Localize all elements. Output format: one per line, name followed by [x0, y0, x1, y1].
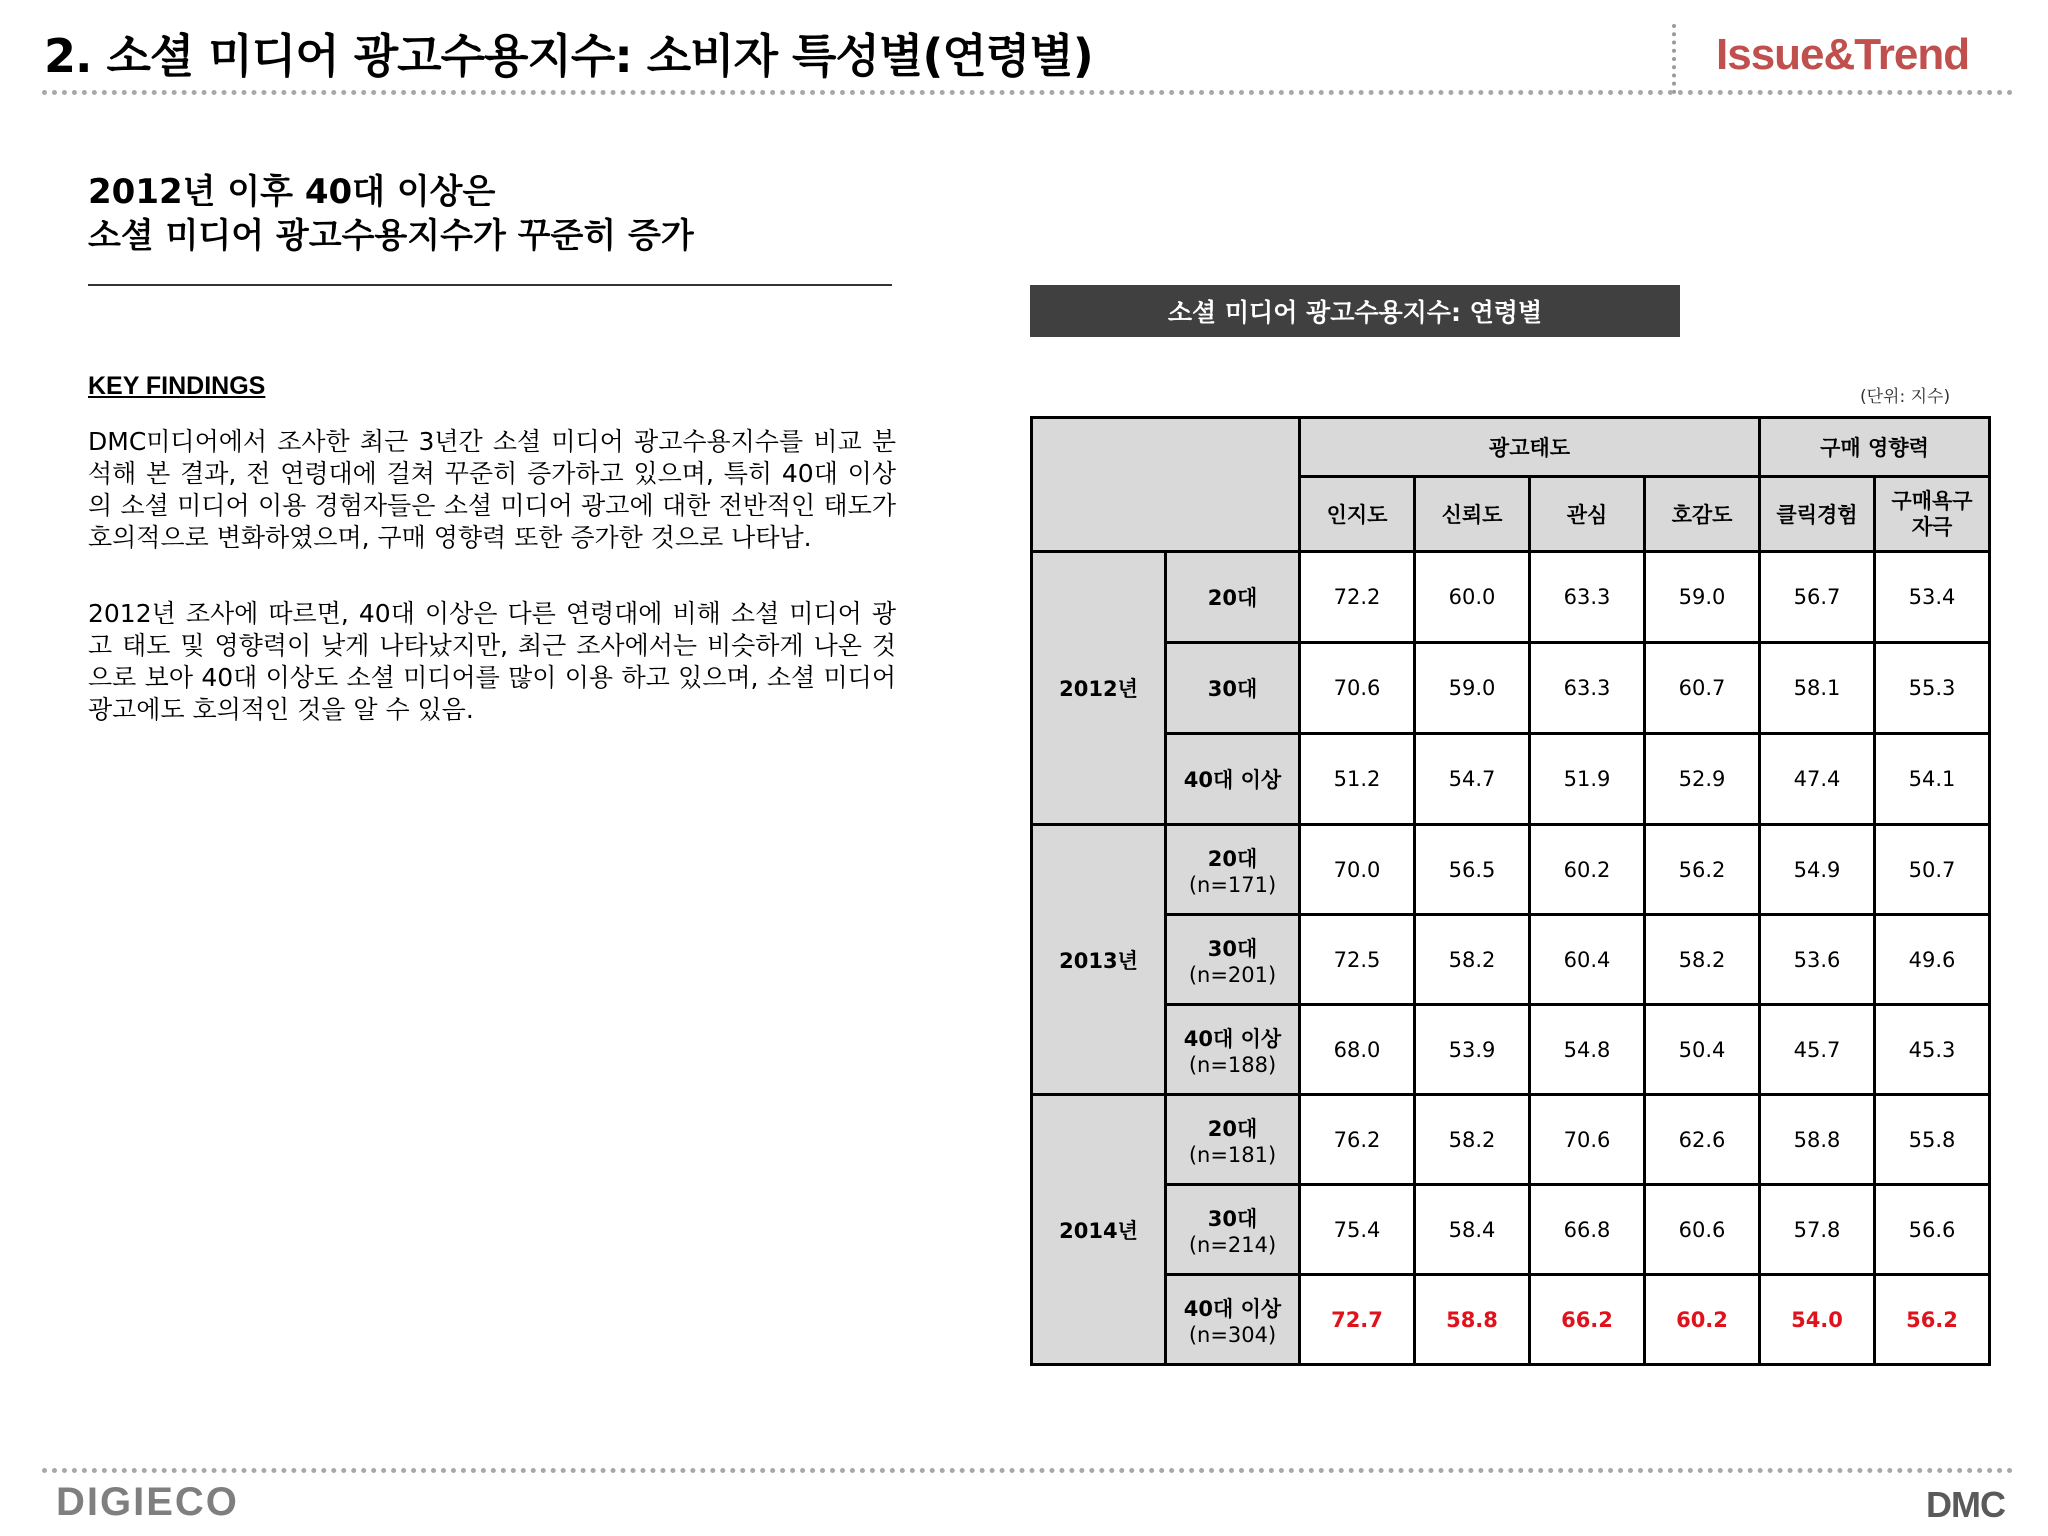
value-cell: 58.2 — [1415, 915, 1530, 1005]
age-group-label: 20대 — [1207, 586, 1258, 610]
index-table — [1030, 416, 1991, 1366]
value-cell: 72.5 — [1300, 915, 1415, 1005]
sample-size: (n=214) — [1188, 1232, 1277, 1257]
age-group-cell — [1166, 1275, 1300, 1365]
value-cell: 56.5 — [1415, 825, 1530, 915]
value-cell: 75.4 — [1300, 1185, 1415, 1275]
value-cell: 53.6 — [1760, 915, 1875, 1005]
value-cell: 66.8 — [1530, 1185, 1645, 1275]
value-cell: 56.7 — [1760, 552, 1875, 643]
table-title: 소셜 미디어 광고수용지수: 연령별 — [1030, 285, 1680, 337]
value-cell: 58.2 — [1645, 915, 1760, 1005]
value-cell: 47.4 — [1760, 734, 1875, 825]
value-cell: 54.1 — [1875, 734, 1990, 825]
value-cell: 72.7 — [1300, 1275, 1415, 1365]
value-cell: 54.0 — [1760, 1275, 1875, 1365]
bottom-dotted-rule — [42, 1468, 2014, 1473]
key-findings-paragraph-1: DMC미디어에서 조사한 최근 3년간 소셜 미디어 광고수용지수를 비교 분석해 본 결과, 전 연령대에 걸쳐 꾸준히 증가하고 있으며, 특히 40대 이상의 소셜 미디어 이용 경험자들은 소셜 미디어 광고에 대한 전반적인 태도가 호의적으로 변화하였으며, 구매 영향력 또한 증가한 것으로 나타남. — [88, 427, 896, 552]
value-cell: 62.6 — [1645, 1095, 1760, 1185]
value-cell: 63.3 — [1530, 552, 1645, 643]
age-group-label: 40대 이상 — [1183, 768, 1282, 792]
age-group-label: 30대 — [1207, 936, 1258, 961]
table-row — [1032, 825, 1990, 915]
table-row — [1032, 643, 1990, 734]
group-header-ad-attitude: 광고태도 — [1300, 418, 1760, 477]
digieco-logo: DIGIECO — [56, 1480, 239, 1524]
headline-rule — [88, 284, 892, 286]
value-cell: 58.4 — [1415, 1185, 1530, 1275]
value-cell: 58.1 — [1760, 643, 1875, 734]
table-row — [1032, 1005, 1990, 1095]
value-cell: 60.4 — [1530, 915, 1645, 1005]
table-row — [1032, 734, 1990, 825]
age-group-label: 40대 이상 — [1183, 1026, 1282, 1051]
value-cell: 55.3 — [1875, 643, 1990, 734]
value-cell: 56.2 — [1645, 825, 1760, 915]
table-row — [1032, 1095, 1990, 1185]
column-header: 클릭경험 — [1760, 477, 1875, 552]
group-header-purchase-influence: 구매 영향력 — [1760, 418, 1990, 477]
age-group-cell — [1166, 825, 1300, 915]
value-cell: 63.3 — [1530, 643, 1645, 734]
sample-size: (n=181) — [1188, 1142, 1277, 1167]
age-group-label: 40대 이상 — [1183, 1296, 1282, 1321]
column-header: 호감도 — [1645, 477, 1760, 552]
year-label: 2014년 — [1032, 1095, 1166, 1365]
age-group-cell — [1166, 1005, 1300, 1095]
year-label: 2012년 — [1032, 552, 1166, 825]
value-cell: 60.0 — [1415, 552, 1530, 643]
age-group-label: 30대 — [1207, 1206, 1258, 1231]
value-cell: 54.7 — [1415, 734, 1530, 825]
sample-size: (n=188) — [1188, 1052, 1277, 1077]
value-cell: 54.9 — [1760, 825, 1875, 915]
key-findings-title: KEY FINDINGS — [88, 372, 266, 400]
age-group-cell — [1166, 734, 1300, 825]
headline-line-1: 2012년 이후 40대 이상은 — [88, 172, 496, 212]
age-group-cell — [1166, 643, 1300, 734]
table-row — [1032, 1185, 1990, 1275]
value-cell: 70.6 — [1530, 1095, 1645, 1185]
value-cell: 55.8 — [1875, 1095, 1990, 1185]
page-title: 2. 소셜 미디어 광고수용지수: 소비자 특성별(연령별) — [44, 29, 1093, 83]
sample-size: (n=304) — [1188, 1322, 1277, 1347]
column-header: 구매욕구 자극 — [1875, 477, 1990, 552]
value-cell: 56.2 — [1875, 1275, 1990, 1365]
value-cell: 60.7 — [1645, 643, 1760, 734]
value-cell: 54.8 — [1530, 1005, 1645, 1095]
dmc-logo: DMC — [1926, 1484, 2005, 1525]
value-cell: 60.6 — [1645, 1185, 1760, 1275]
value-cell: 70.6 — [1300, 643, 1415, 734]
table-row — [1032, 552, 1990, 643]
key-findings-paragraph-2: 2012년 조사에 따르면, 40대 이상은 다른 연령대에 비해 소셜 미디어 광고 태도 및 영향력이 낮게 나타났지만, 최근 조사에서는 비슷하게 나온 것으로 보아 40대 이상도 소셜 미디어를 많이 이용 하고 있으며, 소셜 미디어 광고에도 호의적인 것을 알 수 있음. — [88, 599, 896, 724]
age-group-label: 20대 — [1207, 1116, 1258, 1141]
column-header: 인지도 — [1300, 477, 1415, 552]
column-header: 관심 — [1530, 477, 1645, 552]
table-unit: (단위: 지수) — [1860, 387, 1951, 407]
headline — [88, 170, 694, 258]
age-group-label: 30대 — [1207, 677, 1258, 701]
value-cell: 45.3 — [1875, 1005, 1990, 1095]
value-cell: 52.9 — [1645, 734, 1760, 825]
issue-trend-logo: Issue&Trend — [1716, 30, 1970, 79]
value-cell: 56.6 — [1875, 1185, 1990, 1275]
age-group-cell — [1166, 915, 1300, 1005]
table-row — [1032, 1275, 1990, 1365]
top-dotted-rule — [42, 90, 2014, 95]
value-cell: 60.2 — [1645, 1275, 1760, 1365]
value-cell: 50.4 — [1645, 1005, 1760, 1095]
year-label: 2013년 — [1032, 825, 1166, 1095]
header-divider — [1672, 24, 1676, 94]
value-cell: 58.8 — [1760, 1095, 1875, 1185]
value-cell: 70.0 — [1300, 825, 1415, 915]
value-cell: 59.0 — [1415, 643, 1530, 734]
table-corner — [1032, 418, 1300, 552]
value-cell: 68.0 — [1300, 1005, 1415, 1095]
value-cell: 53.4 — [1875, 552, 1990, 643]
value-cell: 49.6 — [1875, 915, 1990, 1005]
value-cell: 50.7 — [1875, 825, 1990, 915]
value-cell: 66.2 — [1530, 1275, 1645, 1365]
column-header: 신뢰도 — [1415, 477, 1530, 552]
sample-size: (n=201) — [1188, 962, 1277, 987]
value-cell: 58.8 — [1415, 1275, 1530, 1365]
value-cell: 58.2 — [1415, 1095, 1530, 1185]
sample-size: (n=171) — [1188, 872, 1277, 897]
value-cell: 51.2 — [1300, 734, 1415, 825]
value-cell: 76.2 — [1300, 1095, 1415, 1185]
value-cell: 53.9 — [1415, 1005, 1530, 1095]
headline-line-2: 소셜 미디어 광고수용지수가 꾸준히 증가 — [88, 216, 694, 256]
age-group-cell — [1166, 1185, 1300, 1275]
age-group-label: 20대 — [1207, 846, 1258, 871]
value-cell: 59.0 — [1645, 552, 1760, 643]
value-cell: 51.9 — [1530, 734, 1645, 825]
age-group-cell — [1166, 1095, 1300, 1185]
value-cell: 60.2 — [1530, 825, 1645, 915]
age-group-cell — [1166, 552, 1300, 643]
table-row — [1032, 915, 1990, 1005]
value-cell: 57.8 — [1760, 1185, 1875, 1275]
value-cell: 72.2 — [1300, 552, 1415, 643]
value-cell: 45.7 — [1760, 1005, 1875, 1095]
